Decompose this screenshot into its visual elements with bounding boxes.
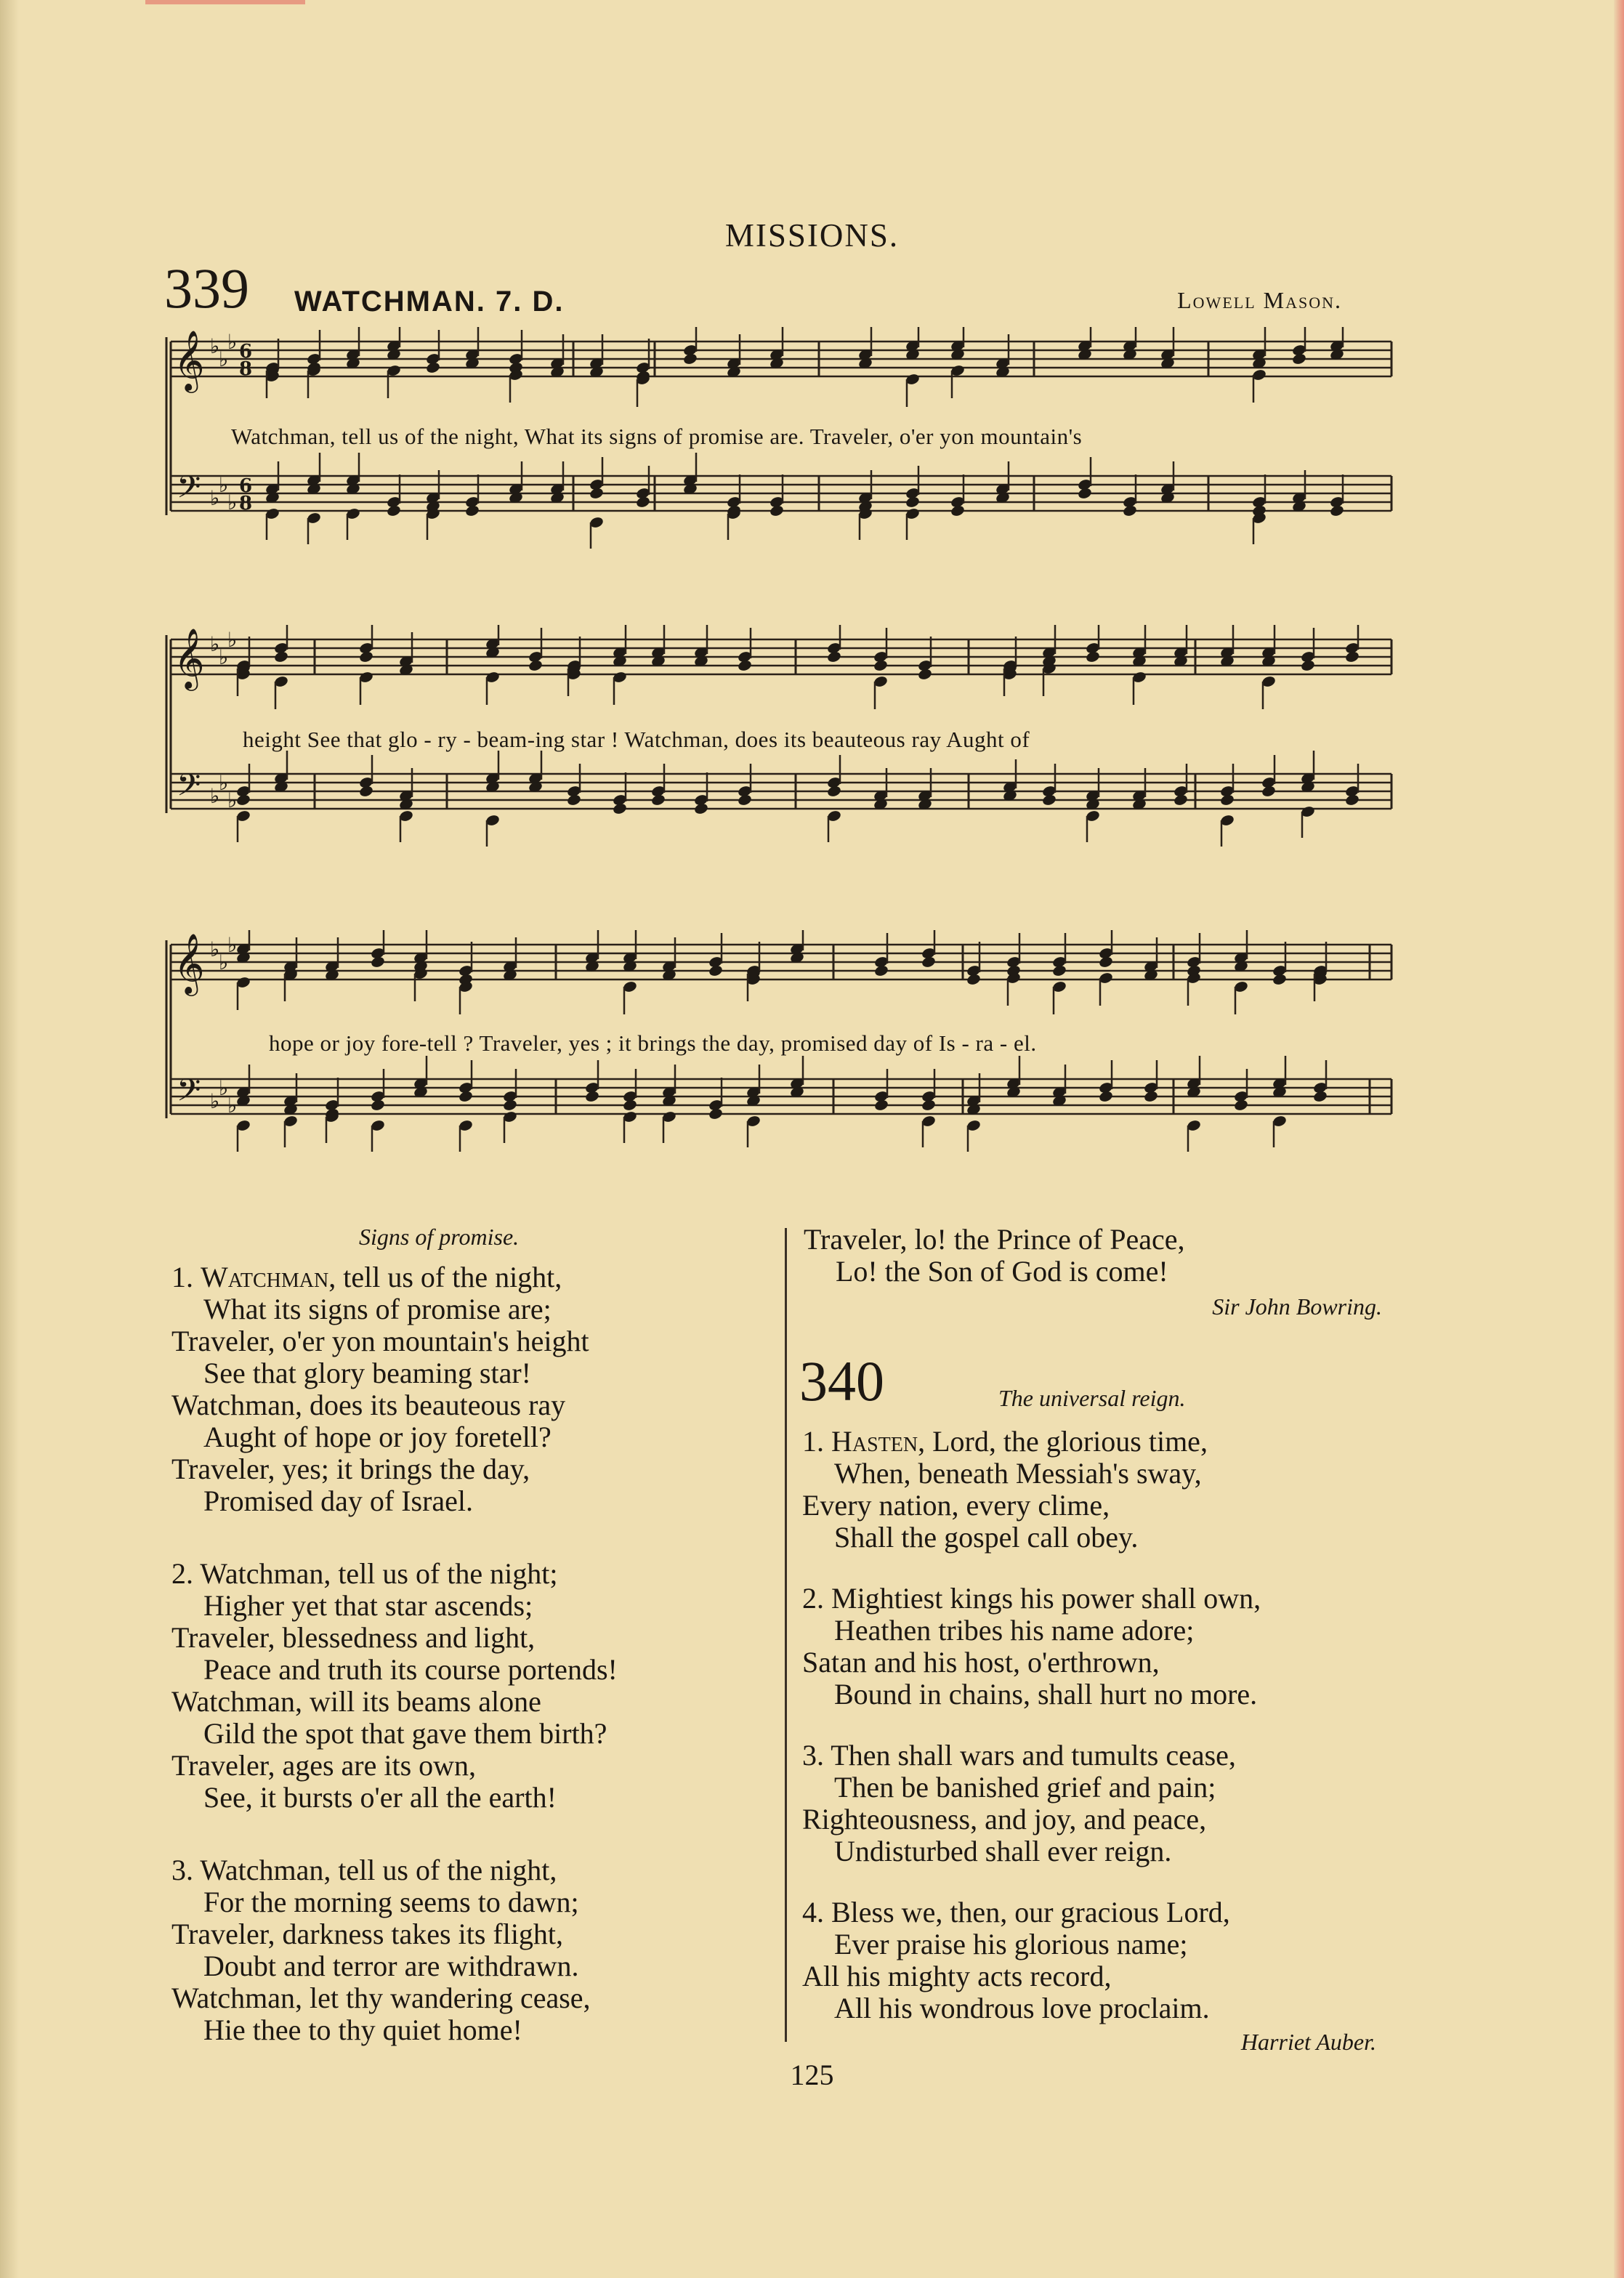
stanza-1-line-6: Aught of hope or joy foretell? bbox=[203, 1421, 552, 1453]
note-head bbox=[1291, 352, 1306, 365]
note-head bbox=[358, 650, 373, 663]
h340-stanza-4-line-2: Ever praise his glorious name; bbox=[834, 1928, 1188, 1960]
stanza-1-line-8: Promised day of Israel. bbox=[203, 1485, 474, 1517]
stanza-3-line-5: Watchman, let thy wandering cease, bbox=[171, 1982, 591, 2014]
note-head bbox=[1085, 650, 1100, 663]
composer: Lowell Mason. bbox=[1177, 287, 1342, 313]
stanza-2-line-2: Higher yet that star ascends; bbox=[203, 1589, 533, 1622]
note-head bbox=[921, 1099, 936, 1112]
note-head bbox=[950, 504, 965, 517]
flat-icon: ♭ bbox=[227, 1094, 238, 1118]
note-head bbox=[708, 1107, 723, 1120]
stanza-2-line-6: Gild the spot that gave them birth? bbox=[203, 1717, 607, 1750]
note-head bbox=[566, 793, 581, 807]
lyric-line-3: hope or joy fore-tell ? Traveler, yes ; it brings the day, promised day of Is - ra - el. bbox=[269, 1030, 1037, 1056]
flat-icon: ♭ bbox=[227, 330, 238, 354]
time-signature: 6 bbox=[239, 475, 253, 497]
note-head bbox=[464, 504, 480, 517]
flat-icon: ♭ bbox=[210, 937, 220, 961]
h340-stanza-1-line-2: When, beneath Messiah's sway, bbox=[834, 1457, 1202, 1490]
stanza-1-line-3: Traveler, o'er yon mountain's height bbox=[171, 1325, 589, 1357]
note-head bbox=[1051, 964, 1067, 977]
note-head bbox=[273, 650, 288, 663]
hymn-number-340: 340 bbox=[799, 1349, 884, 1413]
hymn-339-caption: Signs of promise. bbox=[359, 1224, 520, 1250]
h340-stanza-2-line-2: Heathen tribes his name adore; bbox=[834, 1614, 1195, 1647]
flat-icon: ♭ bbox=[219, 645, 229, 669]
stanza-1-line-7: Traveler, yes; it brings the day, bbox=[171, 1453, 530, 1485]
bass-clef-icon: 𝄢 bbox=[177, 1073, 201, 1116]
time-signature: 8 bbox=[239, 358, 253, 380]
stanza-2-line-5: Watchman, will its beams alone bbox=[171, 1685, 541, 1718]
stanza-2-line-1: 2. Watchman, tell us of the night; bbox=[171, 1557, 558, 1590]
stanza-2-line-8: See, it bursts o'er all the earth! bbox=[203, 1781, 557, 1814]
flat-icon: ♭ bbox=[219, 347, 229, 371]
note-head bbox=[1219, 793, 1235, 807]
stanza-3-line-6: Hie thee to thy quiet home! bbox=[203, 2014, 522, 2046]
stanza-2-line-4: Peace and truth its course portends! bbox=[203, 1653, 618, 1686]
flat-icon: ♭ bbox=[227, 628, 238, 652]
hymn-number-339: 339 bbox=[164, 257, 249, 320]
stanza-1-line-5: Watchman, does its beauteous ray bbox=[171, 1389, 566, 1421]
note-head bbox=[682, 352, 698, 365]
stanza-1-line-2: What its signs of promise are; bbox=[203, 1293, 552, 1325]
h340-stanza-4-line-1: 4. Bless we, then, our gracious Lord, bbox=[802, 1896, 1230, 1928]
hymn-339-author: Sir John Bowring. bbox=[1212, 1293, 1382, 1320]
note-head bbox=[1344, 650, 1360, 663]
note-head bbox=[917, 668, 932, 681]
note-head bbox=[612, 802, 627, 815]
treble-clef-icon: 𝄞 bbox=[174, 329, 205, 390]
note-head bbox=[921, 956, 936, 969]
stanza-3-line-4: Doubt and terror are withdrawn. bbox=[203, 1950, 579, 1982]
flat-icon: ♭ bbox=[227, 788, 238, 812]
note-head bbox=[966, 973, 981, 986]
note-head bbox=[873, 1099, 889, 1112]
note-head bbox=[370, 956, 385, 969]
h340-stanza-2-line-4: Bound in chains, shall hurt no more. bbox=[834, 1678, 1258, 1710]
stanza-3-line-1: 3. Watchman, tell us of the night, bbox=[171, 1854, 557, 1886]
h340-stanza-3-line-1: 3. Then shall wars and tumults cease, bbox=[802, 1739, 1236, 1772]
section-title: MISSIONS. bbox=[724, 217, 900, 254]
h340-stanza-1-line-3: Every nation, every clime, bbox=[802, 1489, 1110, 1522]
page-number: 125 bbox=[790, 2059, 834, 2091]
h340-stanza-1-line-1: 1. Hasten, Lord, the glorious time, bbox=[802, 1425, 1208, 1458]
note-head bbox=[1077, 487, 1092, 500]
h340-stanza-1-line-4: Shall the gospel call obey. bbox=[834, 1521, 1139, 1554]
note-head bbox=[235, 793, 251, 807]
note-head bbox=[1261, 785, 1276, 798]
note-head bbox=[1098, 956, 1113, 969]
treble-clef-icon: 𝄞 bbox=[174, 932, 205, 993]
flat-icon: ♭ bbox=[227, 490, 238, 514]
note-head bbox=[769, 504, 784, 517]
hymn-339-continuation bbox=[804, 1224, 1399, 1322]
stanza-2-line-3: Traveler, blessedness and light, bbox=[171, 1621, 536, 1654]
hymn-339-text bbox=[171, 1221, 782, 2046]
note-head bbox=[635, 496, 650, 509]
flat-icon: ♭ bbox=[210, 632, 220, 656]
flat-icon: ♭ bbox=[210, 784, 220, 808]
note-head bbox=[737, 793, 752, 807]
note-head bbox=[737, 659, 752, 672]
h340-stanza-4-line-4: All his wondrous love proclaim. bbox=[834, 1992, 1210, 2024]
h340-stanza-3-line-2: Then be banished grief and pain; bbox=[834, 1771, 1216, 1804]
h340-stanza-4-line-3: All his mighty acts record, bbox=[802, 1960, 1112, 1992]
note-head bbox=[1173, 793, 1188, 807]
note-head bbox=[1233, 1099, 1248, 1112]
page-shadow-left bbox=[0, 0, 19, 2278]
note-head bbox=[584, 1090, 599, 1103]
note-head bbox=[708, 964, 723, 977]
note-head bbox=[1041, 793, 1057, 807]
h340-stanza-3-line-4: Undisturbed shall ever reign. bbox=[834, 1835, 1172, 1867]
treble-clef-icon: 𝄞 bbox=[174, 627, 205, 688]
note-head bbox=[826, 650, 841, 663]
lyric-line-1: Watchman, tell us of the night, What its signs of promise are. Traveler, o'er yon mountain's bbox=[231, 424, 1083, 449]
flat-icon: ♭ bbox=[219, 771, 229, 795]
h340-stanza-2-line-1: 2. Mightiest kings his power shall own, bbox=[802, 1582, 1261, 1615]
flat-icon: ♭ bbox=[210, 486, 220, 510]
note-head bbox=[528, 659, 543, 672]
note-head bbox=[458, 1090, 473, 1103]
tune-name: WATCHMAN. 7. D. bbox=[294, 286, 565, 318]
note-head bbox=[826, 785, 841, 798]
note-head bbox=[1344, 793, 1360, 807]
note-head bbox=[502, 1099, 517, 1112]
flat-icon: ♭ bbox=[219, 473, 229, 497]
note-head bbox=[905, 496, 920, 509]
stanza-3-line-8: Lo! the Son of God is come! bbox=[836, 1255, 1168, 1288]
note-head bbox=[1098, 1090, 1113, 1103]
bass-clef-icon: 𝄢 bbox=[177, 469, 201, 513]
flat-icon: ♭ bbox=[210, 1089, 220, 1113]
lyric-line-2: height See that glo - ry - beam-ing star ! Watchman, does its beauteous ray Aught of bbox=[243, 727, 1030, 752]
note-head bbox=[1272, 973, 1287, 986]
note-head bbox=[650, 793, 666, 807]
bass-clef-icon: 𝄢 bbox=[177, 767, 201, 811]
page-edge-top bbox=[145, 0, 305, 4]
note-head bbox=[873, 964, 889, 977]
flat-icon: ♭ bbox=[219, 1076, 229, 1100]
h340-stanza-2-line-3: Satan and his host, o'erthrown, bbox=[802, 1646, 1160, 1679]
time-signature: 8 bbox=[239, 493, 253, 514]
note-head bbox=[1329, 504, 1344, 517]
stanza-2-line-7: Traveler, ages are its own, bbox=[171, 1749, 477, 1782]
note-head bbox=[622, 1099, 637, 1112]
column-divider bbox=[785, 1228, 787, 2042]
note-head bbox=[425, 361, 440, 374]
stanza-3-line-2: For the morning seems to dawn; bbox=[203, 1886, 579, 1918]
note-head bbox=[1300, 659, 1315, 672]
note-head bbox=[1143, 1090, 1158, 1103]
flat-icon: ♭ bbox=[219, 950, 229, 974]
note-head bbox=[589, 487, 604, 500]
stanza-1-line-1: 1. Watchman, tell us of the night, bbox=[171, 1261, 562, 1293]
stanza-3-line-3: Traveler, darkness takes its flight, bbox=[171, 1918, 564, 1950]
note-head bbox=[358, 785, 373, 798]
hymn-340-caption: The universal reign. bbox=[998, 1385, 1186, 1411]
stanza-1-line-4: See that glory beaming star! bbox=[203, 1357, 531, 1389]
stanza-3-line-7: Traveler, lo! the Prince of Peace, bbox=[804, 1223, 1185, 1256]
flat-icon: ♭ bbox=[210, 334, 220, 358]
note-head bbox=[370, 1099, 385, 1112]
hymn-340-text bbox=[802, 1426, 1405, 2058]
time-signature: 6 bbox=[239, 341, 253, 363]
note-head bbox=[1312, 1090, 1328, 1103]
note-head bbox=[693, 802, 708, 815]
note-head bbox=[873, 659, 888, 672]
h340-stanza-3-line-3: Righteousness, and joy, and peace, bbox=[802, 1803, 1207, 1835]
page-edge-right bbox=[1614, 0, 1624, 2278]
flat-icon: ♭ bbox=[227, 933, 238, 957]
note-head bbox=[1122, 504, 1137, 517]
hymn-340-author: Harriet Auber. bbox=[1240, 2029, 1376, 2055]
note-head bbox=[386, 504, 401, 517]
